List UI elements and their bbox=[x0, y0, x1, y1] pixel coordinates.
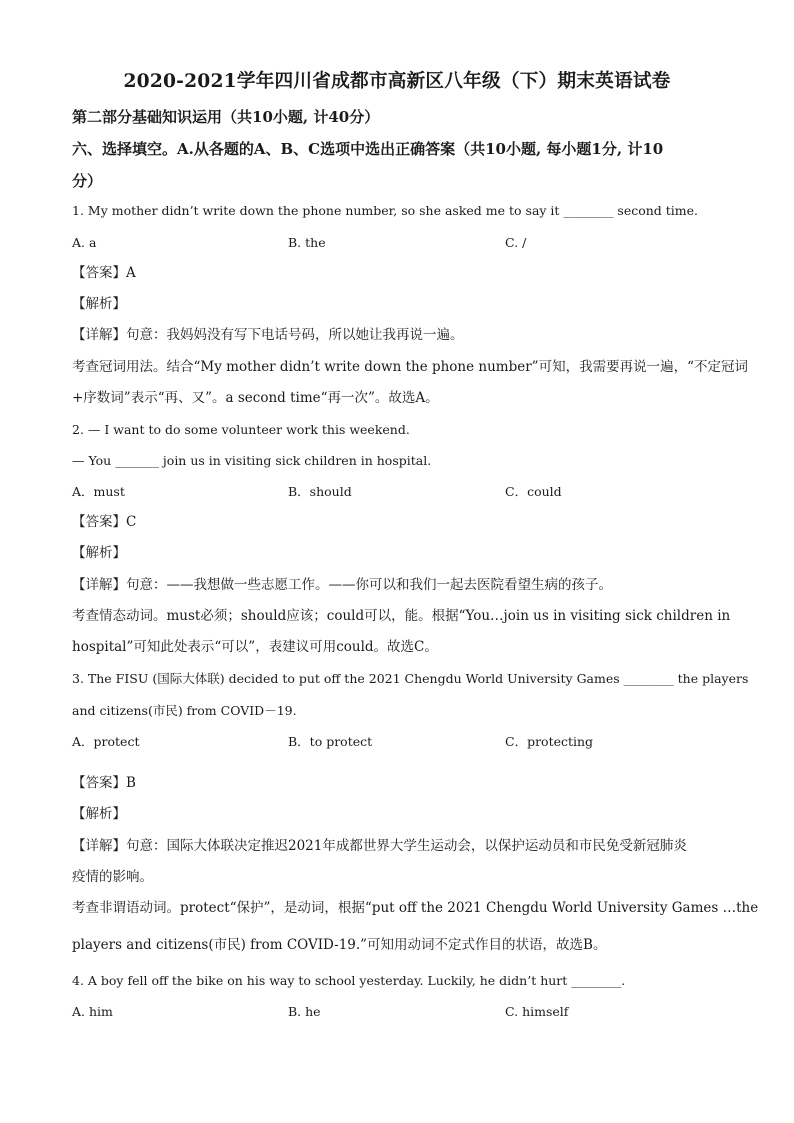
question-4-option-c: C. himself bbox=[505, 1004, 569, 1019]
question-4-stem: 4. A boy fell off the bike on his way to school yesterday. Luckily, he didn’t hurt ________. bbox=[72, 973, 626, 988]
question-3-analysis-label: 【解析】 bbox=[72, 806, 126, 822]
question-3-option-c: C．protecting bbox=[505, 734, 594, 749]
part-heading: 第二部分基础知识运用（共10小题, 计40分） bbox=[72, 108, 380, 126]
question-3-option-a: A．protect bbox=[72, 734, 140, 749]
question-4-option-a: A. him bbox=[72, 1004, 113, 1019]
question-2-detail-3: hospital”可知此处表示“可以”，表建议可用could。故选C。 bbox=[72, 639, 438, 655]
question-3-option-b: B．to protect bbox=[288, 734, 373, 749]
question-1-option-b: B. the bbox=[288, 235, 326, 250]
question-2-detail-2: 考查情态动词。must必须；should应该；could可以，能。根据“You…join us in visiting sick children in bbox=[72, 608, 731, 624]
question-2-stem-1: 2. — I want to do some volunteer work this weekend. bbox=[72, 422, 410, 437]
question-3-detail-1: 【详解】句意：国际大体联决定推迟2021年成都世界大学生运动会，以保护运动员和市民免受新冠肺炎 bbox=[72, 838, 687, 854]
question-1-option-a: A. a bbox=[72, 235, 97, 250]
question-2-option-a: A．must bbox=[72, 484, 125, 499]
question-2-answer: 【答案】C bbox=[72, 514, 137, 530]
question-2-detail-1: 【详解】句意：——我想做一些志愿工作。——你可以和我们一起去医院看望生病的孩子。 bbox=[72, 577, 612, 593]
question-4-option-b: B. he bbox=[288, 1004, 321, 1019]
question-2-analysis-label: 【解析】 bbox=[72, 545, 126, 561]
question-1-detail-3: +序数词”表示“再、又”。a second time“再一次”。故选A。 bbox=[72, 390, 439, 406]
question-3-detail-4: players and citizens(市民) from COVID-19.”可知用动词不定式作目的状语，故选B。 bbox=[72, 937, 607, 953]
question-3-stem-2: and citizens(市民) from COVID－19. bbox=[72, 703, 297, 718]
page-title: 2020-2021学年四川省成都市高新区八年级（下）期末英语试卷 bbox=[123, 70, 671, 92]
question-3-stem-1: 3. The FISU (国际大体联) decided to put off the 2021 Chengdu World University Games ________ the players bbox=[72, 671, 749, 686]
question-1-answer: 【答案】A bbox=[72, 265, 136, 281]
section-heading-line2: 分） bbox=[72, 172, 103, 190]
section-heading-line1: 六、选择填空。A.从各题的A、B、C选项中选出正确答案（共10小题, 每小题1分, 计10 bbox=[72, 140, 664, 158]
question-2-option-c: C．could bbox=[505, 484, 562, 499]
question-3-answer: 【答案】B bbox=[72, 775, 136, 791]
question-2-stem-2: — You _______ join us in visiting sick children in hospital. bbox=[72, 453, 432, 468]
question-1-detail-2: 考查冠词用法。结合“My mother didn’t write down the phone number”可知，我需要再说一遍，“不定冠词 bbox=[72, 359, 748, 375]
question-1-detail-1: 【详解】句意：我妈妈没有写下电话号码，所以她让我再说一遍。 bbox=[72, 327, 464, 343]
question-3-detail-3: 考查非谓语动词。protect“保护”，是动词，根据“put off the 2021 Chengdu World University Games …the bbox=[72, 900, 759, 916]
question-1-stem: 1. My mother didn’t write down the phone number, so she asked me to say it ________ second time. bbox=[72, 203, 699, 218]
question-1-analysis-label: 【解析】 bbox=[72, 296, 126, 312]
question-3-detail-2: 疫情的影响。 bbox=[72, 869, 153, 885]
question-1-option-c: C. / bbox=[505, 235, 527, 250]
question-2-option-b: B．should bbox=[288, 484, 352, 499]
